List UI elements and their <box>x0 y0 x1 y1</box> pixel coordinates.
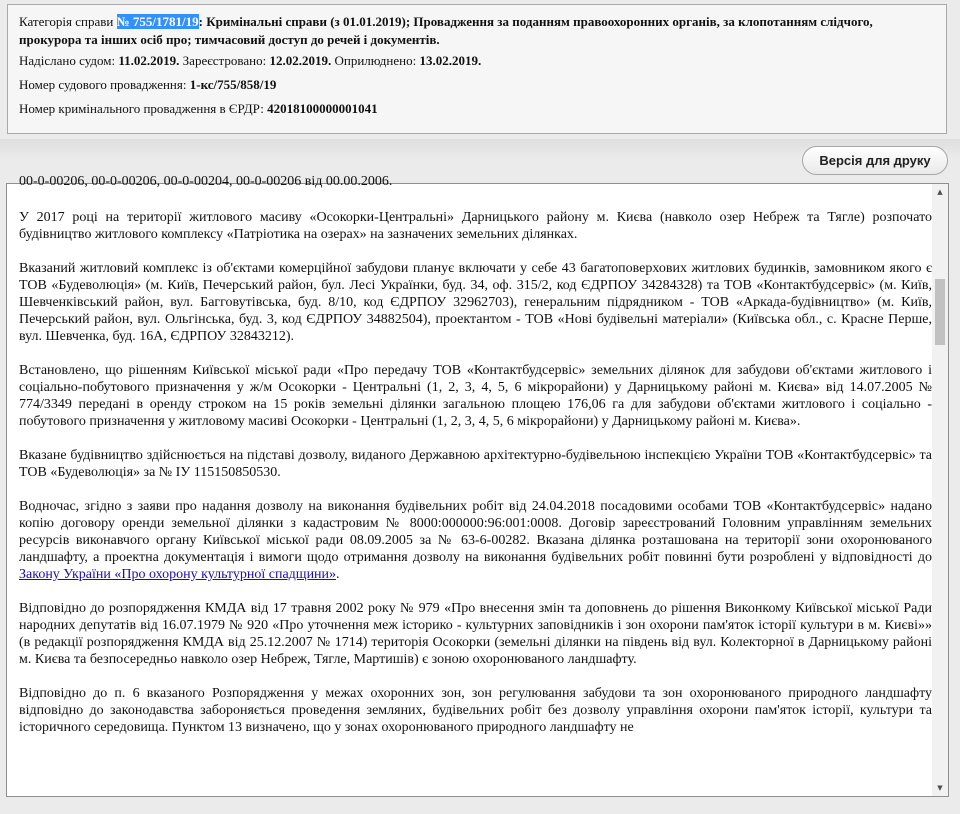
paragraph: Вказаний житловий комплекс із об'єктами комерційної забудови планує включати у себе 43 багатоповерхових житлових будинків, замовником якого є ТОВ «Будеволюція» (м. Київ, Печерський район, бул. Лесі Українки, буд. 34, оф. 315/2, код ЄДРПОУ 34284328) та ТОВ «Контактбудсервіс» (м. Київ, Шевченківський район, вул. Багговутівська, буд. 8/10, код ЄДРПОУ 32962703), генеральним підрядником - ТОВ «Аркада-будівництво» (м. Київ, Печерський район, вул. Ольгінська, буд. 3, код ЄДРПОУ 34882504), проектантом - ТОВ «Нові будівельні матеріали» (Київська обл., с. Красне Перше, вул. Шевченка, буд. 16А, ЄДРПОУ 32843212). <box>19 261 932 344</box>
paragraph: Вказане будівництво здійснюється на підставі дозволу, виданого Державною архітектурно-будівельною інспекцією України ТОВ «Контактбудсервіс» та ТОВ «Будеволюція» за № ІУ 115150850530. <box>19 448 932 480</box>
paragraph <box>19 498 932 583</box>
proceeding-number-row <box>19 76 936 94</box>
sent-label: Надіслано судом: <box>19 53 119 68</box>
erdr-number: 42018100000001041 <box>267 101 378 116</box>
case-category <box>19 13 936 49</box>
document-frame[interactable] <box>6 174 949 797</box>
paragraph-end: . <box>336 567 340 582</box>
category-label: Категорія справи <box>19 14 114 29</box>
proceeding-number: 1-кс/755/858/19 <box>189 77 277 92</box>
erdr-label: Номер кримінального провадження в ЄРДР: <box>19 101 268 116</box>
bottom-strip <box>0 798 960 814</box>
case-number[interactable]: № 755/1781/19 <box>116 14 199 29</box>
case-info-panel <box>7 4 947 134</box>
paragraph: Встановлено, що рішенням Київської міської ради «Про передачу ТОВ «Контактбудсервіс» земельних ділянок для забудови об'єктами житлового і соціально-побутового призначення у ж/м Осокорки - Центральні (1, 2, 3, 4, 5, 6 мікрорайони) у Дарницькому районі м. Києва» від 14.07.2005 № 774/3349 передані в оренду строком на 15 років земельні ділянки загальною площею 176,06 га для забудови об'єктами житлового і соціально - побутового призначення у житловому масиві Осокорки - Центральні (1, 2, 3, 4, 5, 6 мікрорайони) у Дарницькому районі м. Києва». <box>19 363 932 429</box>
registered-label: Зареєстровано: <box>179 53 270 68</box>
scrollbar-thumb[interactable] <box>935 279 945 345</box>
paragraph: Відповідно до розпорядження КМДА від 17 травня 2002 року № 979 «Про внесення змін та доповнень до рішення Виконкому Київської міської Ради народних депутатів від 16.07.1979 № 920 «Про уточнення меж історико - культурних заповідників і зон охорони пам'яток історії культури в м. Києві»» (в редакції розпорядження КМДА від 25.12.2007 № 1714) територія Осокорки (земельні ділянки на південь від вул. Колекторної в Дарницькому районі м. Києва та безпосередньо навколо озер Небреж, Тягле, Мартишів) є зоною охоронюваного ландшафту. <box>19 601 932 667</box>
published-label: Оприлюднено: <box>331 53 420 68</box>
published-date: 13.02.2019. <box>419 53 482 68</box>
erdr-number-row <box>19 100 936 118</box>
paragraph: У 2017 році на території житлового масиву «Осокорки-Центральні» Дарницького району м. Києва (навколо озер Небреж та Тягле) розпочато будівництво житлового комплексу «Патріотика на озерах» на зазначених земельних ділянках. <box>19 210 932 242</box>
paragraph: Відповідно до п. 6 вказаного Розпорядження у межах охоронних зон, зон регулювання забудови та зон охоронюваного природного ландшафту відповідно до законодавства забороняється проведення земляних, будівельних робіт без дозволу управління охорони пам'яток історії, культури та історичного середовища. Пунктом 13 визначено, що у зонах охоронюваного природного ландшафту не <box>19 686 932 735</box>
print-version-button[interactable]: Версія для друку <box>802 146 948 175</box>
law-link[interactable]: Закону України «Про охорону культурної спадщини» <box>19 567 337 582</box>
scroll-up-arrow-icon[interactable]: ▲ <box>937 188 943 196</box>
vertical-scrollbar[interactable] <box>932 184 948 796</box>
clipped-line: 00-0-00206, 00-0-00206, 00-0-00204, 00-0-00206 від 00.00.2006. <box>19 174 393 189</box>
paragraph-text: Водночас, згідно з заяви про надання дозволу на виконання будівельних робіт від 24.04.2018 посадовими особами ТОВ «Контактбудсервіс» надано копію договору оренди земельної ділянки з кадастровим № 8000:000000:96:001:0008. Договір зареєстрований Головним управлінням земельних ресурсів виконавчого органу Київської міської ради 08.09.2005 за № 63-6-00282. Вказана ділянка розташована на території зони охоронюваного ландшафту, а проектна документація і вимоги щодо отримання дозволу на виконання будівельних робіт повинні бути розроблені у відповідності до <box>19 499 932 565</box>
scroll-down-arrow-icon[interactable]: ▼ <box>937 784 943 792</box>
document-text <box>19 174 932 753</box>
category-text: : Кримінальні справи (з 01.01.2019); Провадження за поданням правоохоронних органів, за клопотанням слідчого, прокурора та інших осіб про; тимчасовий доступ до речей і документів. <box>19 14 873 47</box>
sent-date: 11.02.2019. <box>118 53 180 68</box>
registered-date: 12.02.2019. <box>269 53 332 68</box>
case-dates <box>19 52 936 70</box>
proceeding-label: Номер судового провадження: <box>19 77 190 92</box>
